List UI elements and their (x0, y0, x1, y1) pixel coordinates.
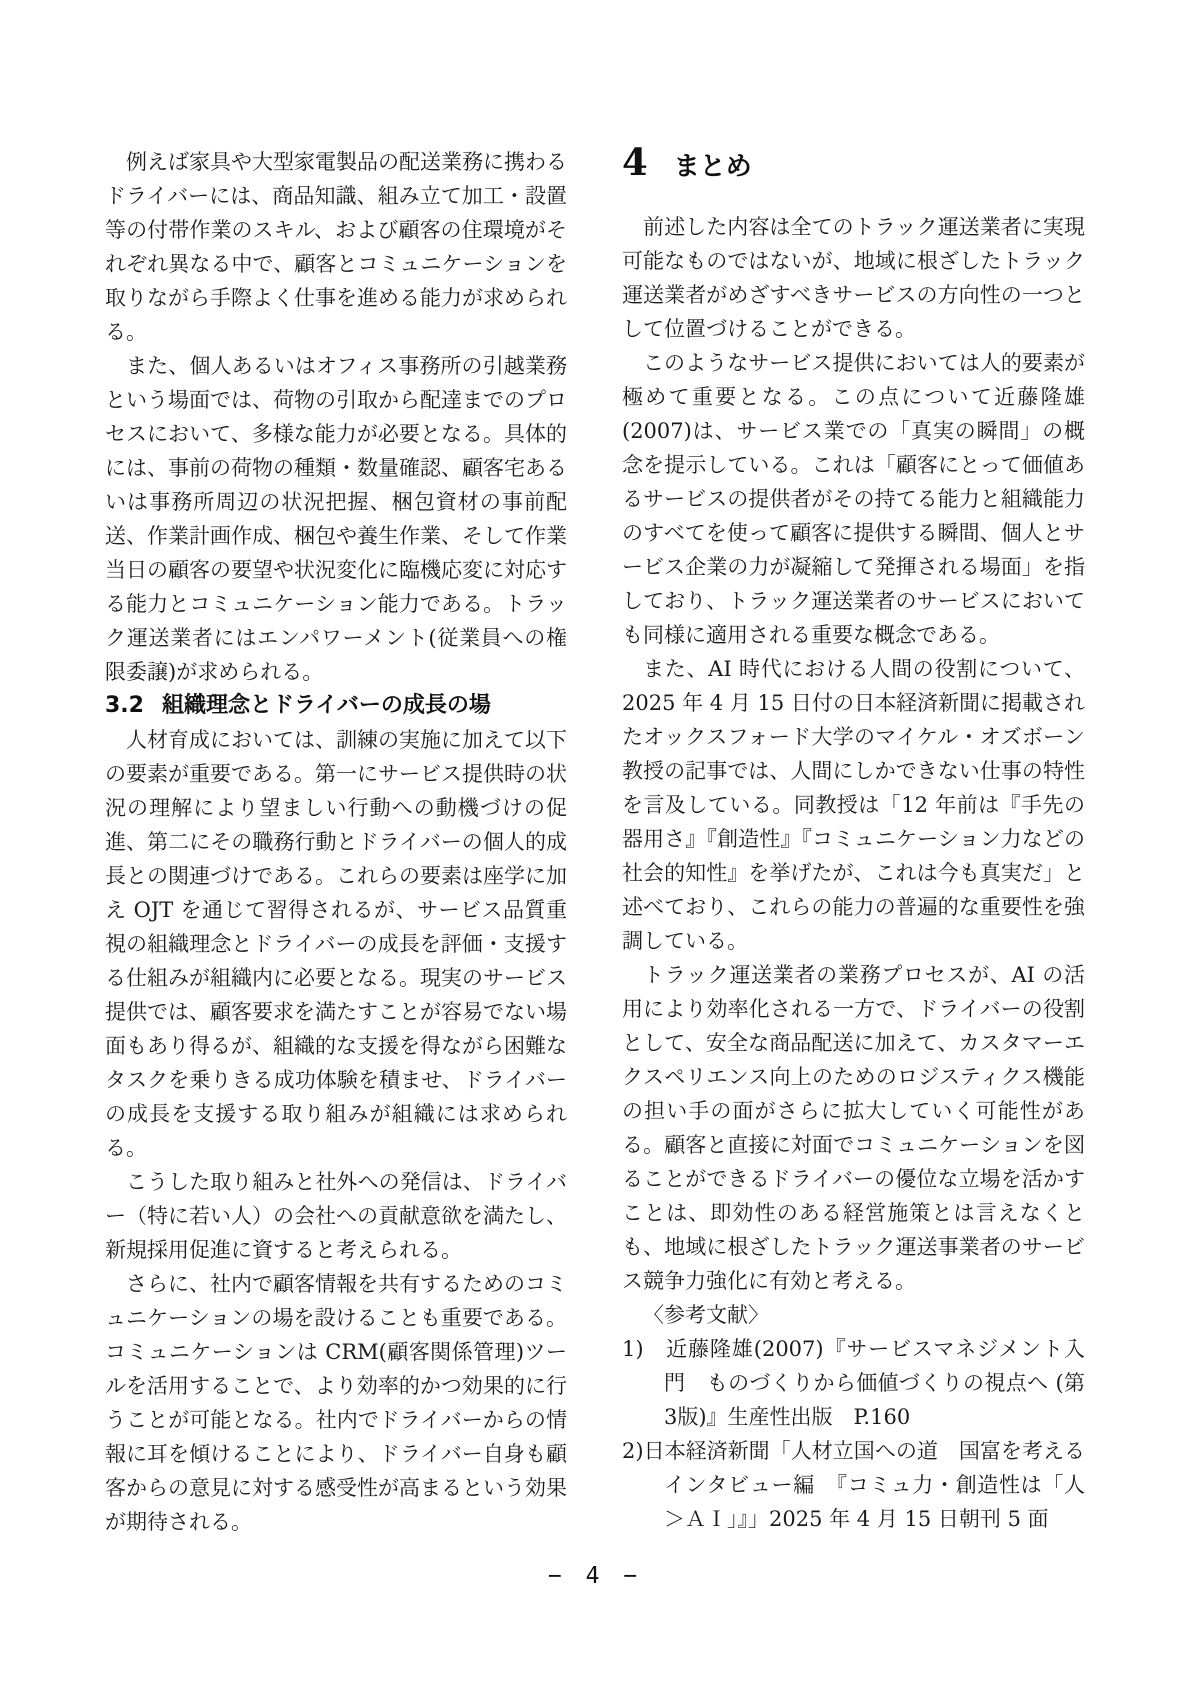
chapter-heading-title: まとめ (673, 152, 752, 182)
paragraph-delivery-skills: 例えば家具や大型家電製品の配送業務に携わるドライバーには、商品知識、組み立て加工・設置等の付帯作業のスキル、および顧客の住環境がそれぞれ異なる中で、顧客とコミュニケーションを取りながら手際よく仕事を進める能力が求められる。 (105, 150, 567, 344)
paragraph-crm-communication: さらに、社内で顧客情報を共有するためのコミュニケーションの場を設けることも重要である。コミュニケーションは CRM(顧客関係管理)ツールを活用することで、より効率的かつ効果的に行うことが可能となる。社内でドライバーからの情報に耳を傾けることにより、ドライバー自身も顧客からの意見に対する感受性が高まるという効果が期待される。 (105, 1272, 567, 1534)
chapter-heading-number: 4 (622, 140, 648, 184)
paragraph-hr-development: 人材育成においては、訓練の実施に加えて以下の要素が重要である。第一にサービス提供時の状況の理解により望ましい行動への動機づけの促進、第二にその職務行動とドライバーの個人的成長との関連づけである。これらの要素は座学に加え OJT を通じて習得されるが、サービス品質重視の組織理念とドライバーの成長を評価・支援する仕組みが組織内に必要となる。現実のサービス提供では、顧客要求を満たすことが容易でない場面もあり得るが、組織的な支援を得ながら困難なタスクを乗りきる成功体験を積ませ、ドライバーの成長を支援する取り組みが組織には求められる。 (105, 728, 567, 1160)
chapter-heading-4 (622, 142, 1085, 184)
paragraph-summary-direction: 前述した内容は全てのトラック運送業者に実現可能なものではないが、地域に根ざしたトラック運送業者がめざすべきサービスの方向性の一つとして位置づけることができる。 (622, 215, 1085, 341)
section-heading-title: 組織理念とドライバーの成長の場 (161, 693, 491, 718)
paragraph-external-promotion: こうした取り組みと社外への発信は、ドライバー（特に若い人）の会社への貢献意欲を満たし、新規採用促進に資すると考えられる。 (105, 1170, 567, 1262)
paragraph-ai-era-human-role: また、AI 時代における人間の役割について、2025 年 4 月 15 日付の日本経済新聞に掲載されたオックスフォード大学のマイケル・オズボーン教授の記事では、人間にしかできない仕事の特性を言及している。同教授は「12 年前は『手先の器用さ』『創造性』『コミュニケーション力などの社会的知性』を挙げたが、これは今も真実だ」と述べており、これらの能力の普遍的な重要性を強調している。 (622, 657, 1085, 953)
reference-item-2: 2)日本経済新聞「人材立国への道 国富を考える インタビュー編 『コミュ力・創造性は「人＞ＡＩ」』」2025 年 4 月 15 日朝刊 5 面 (622, 1439, 1106, 1531)
page-number: − 4 − (547, 1563, 643, 1589)
references-label: 〈参考文献〉 (643, 1303, 769, 1327)
paragraph-driver-advantage: トラック運送業者の業務プロセスが、AI の活用により効率化される一方で、ドライバーの役割として、安全な商品配送に加えて、カスタマーエクスペリエンス向上のためのロジスティクス機能の担い手の面がさらに拡大していく可能性がある。顧客と直接に対面でコミュニケーションを図ることができるドライバーの優位な立場を活かすことは、即効性のある経営施策とは言えなくとも、地域に根ざしたトラック運送事業者のサービス競争力強化に有効と考える。 (622, 963, 1085, 1293)
reference-item-1: 1) 近藤隆雄(2007)『サービスマネジメント入門 ものづくりから価値づくりの視点へ (第3版)』生産性出版 P.160 (622, 1337, 1085, 1429)
right-column (622, 140, 1106, 1536)
paragraph-moment-of-truth: このようなサービス提供においては人的要素が極めて重要となる。この点について近藤隆雄(2007)は、サービス業での「真実の瞬間」の概念を提示している。これは「顧客にとって価値あるサービスの提供者がその持てる能力と組織能力のすべてを使って顧客に提供する瞬間、個人とサービス企業の力が凝縮して発揮される場面」を指しており、トラック運送業者のサービスにおいても同様に適用される重要な概念である。 (622, 351, 1085, 647)
left-column (105, 145, 567, 1539)
paragraph-moving-services: また、個人あるいはオフィス事務所の引越業務という場面では、荷物の引取から配達までのプロセスにおいて、多様な能力が必要となる。具体的には、事前の荷物の種類・数量確認、顧客宅あるいは事務所周辺の状況把握、梱包資材の事前配送、作業計画作成、梱包や養生作業、そして作業当日の顧客の要望や状況変化に臨機応変に対応する能力とコミュニケーション能力である。トラック運送業者にはエンパワーメント(従業員への権限委譲)が求められる。 (105, 354, 567, 684)
section-heading-number: 3.2 (105, 693, 144, 718)
section-heading-3-2 (105, 689, 567, 723)
